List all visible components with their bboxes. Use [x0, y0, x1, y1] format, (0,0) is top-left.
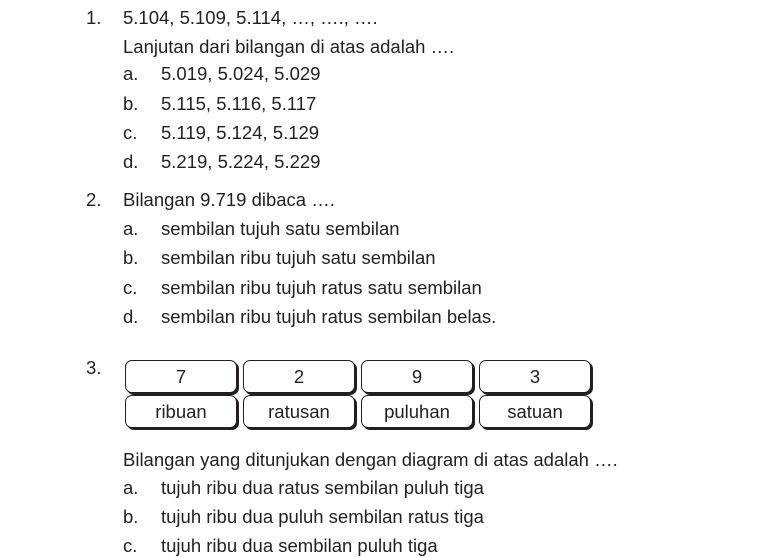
digit-box-thousands: 7: [125, 360, 237, 393]
question-3-option-a-letter[interactable]: a.: [123, 477, 139, 498]
place-box-satuan: satuan: [479, 395, 591, 428]
question-2-option-c-text[interactable]: sembilan ribu tujuh ratus satu sembilan: [161, 277, 482, 298]
question-2-option-d-letter[interactable]: d.: [123, 306, 139, 327]
digit-box-hundreds: 2: [243, 360, 355, 393]
question-3-option-b-text[interactable]: tujuh ribu dua puluh sembilan ratus tiga: [161, 506, 484, 527]
place-box-puluhan: puluhan: [361, 395, 473, 428]
question-3-option-b-letter[interactable]: b.: [123, 506, 139, 527]
question-2-prompt: Bilangan 9.719 dibaca ….: [123, 189, 335, 210]
question-1-sequence: 5.104, 5.109, 5.114, …, …., ….: [123, 7, 378, 28]
question-1-option-c-letter[interactable]: c.: [123, 122, 138, 143]
question-2-option-a-text[interactable]: sembilan tujuh satu sembilan: [161, 218, 400, 239]
question-1-option-b-text[interactable]: 5.115, 5.116, 5.117: [161, 93, 317, 114]
question-2-option-a-letter[interactable]: a.: [123, 218, 139, 239]
question-2-number: 2.: [86, 189, 102, 210]
digit-box-ones: 3: [479, 360, 591, 393]
question-1-option-d-text[interactable]: 5.219, 5.224, 5.229: [161, 151, 321, 172]
question-3-number: 3.: [86, 357, 102, 378]
question-1-prompt: Lanjutan dari bilangan di atas adalah ….: [123, 36, 455, 57]
place-box-ratusan: ratusan: [243, 395, 355, 428]
place-box-ribuan: ribuan: [125, 395, 237, 428]
question-1-option-a-letter[interactable]: a.: [123, 63, 139, 84]
question-2-option-d-text[interactable]: sembilan ribu tujuh ratus sembilan belas.: [161, 306, 497, 327]
question-1-option-d-letter[interactable]: d.: [123, 151, 139, 172]
question-3-option-c-letter[interactable]: c.: [123, 535, 138, 556]
question-2-option-c-letter[interactable]: c.: [123, 277, 138, 298]
question-1-number: 1.: [86, 7, 102, 28]
question-2-option-b-letter[interactable]: b.: [123, 247, 139, 268]
question-3-prompt: Bilangan yang ditunjukan dengan diagram di atas adalah ….: [123, 449, 618, 470]
digit-box-tens: 9: [361, 360, 473, 393]
question-1-option-c-text[interactable]: 5.119, 5.124, 5.129: [161, 122, 320, 143]
question-3-option-c-text[interactable]: tujuh ribu dua sembilan puluh tiga: [161, 535, 438, 556]
question-2-option-b-text[interactable]: sembilan ribu tujuh satu sembilan: [161, 247, 436, 268]
question-1-option-b-letter[interactable]: b.: [123, 93, 139, 114]
question-3-option-a-text[interactable]: tujuh ribu dua ratus sembilan puluh tiga: [161, 477, 484, 498]
question-1-option-a-text[interactable]: 5.019, 5.024, 5.029: [161, 63, 321, 84]
